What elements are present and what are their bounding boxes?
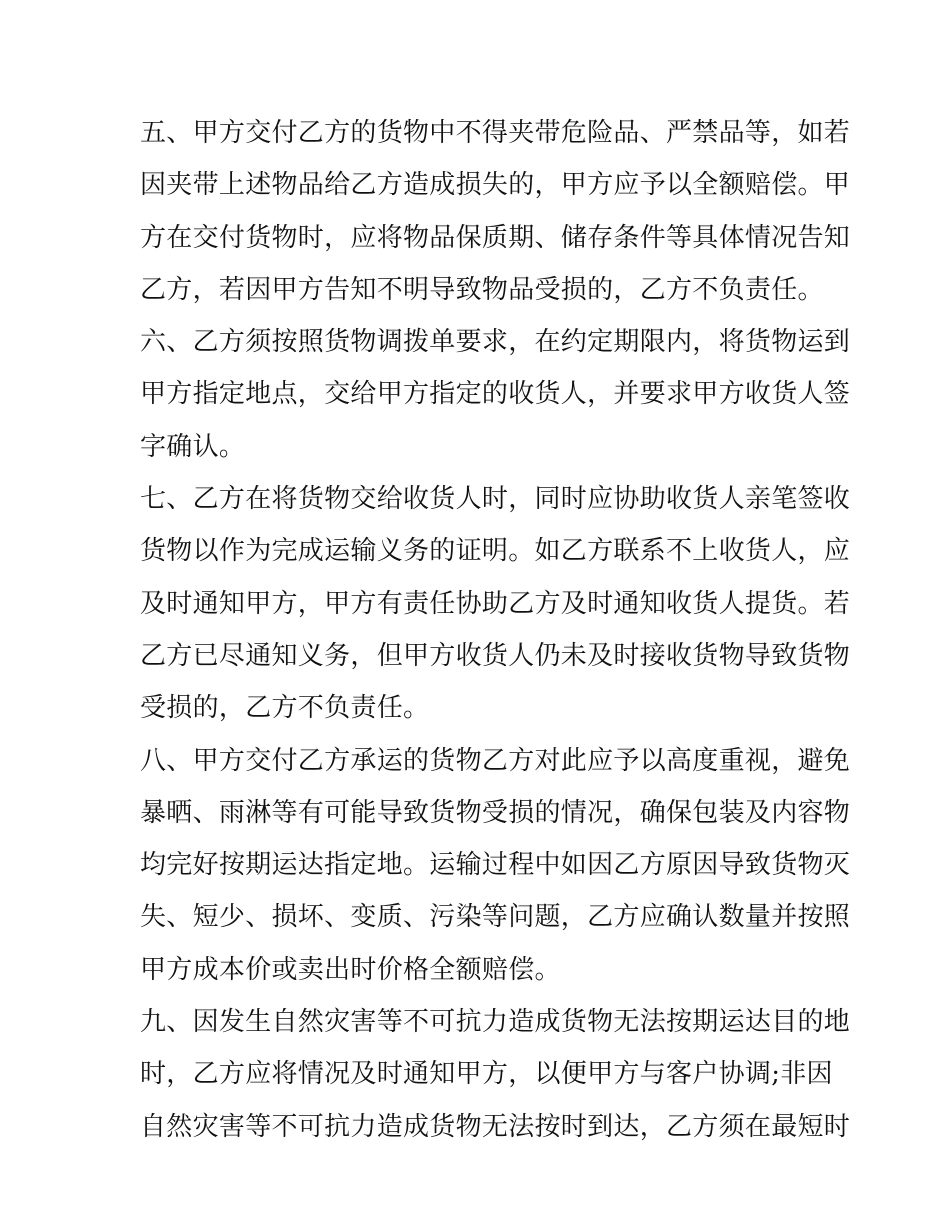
text-line: 因夹带上述物品给乙方造成损失的，甲方应予以全额赔偿。甲 (140, 170, 851, 201)
text-line: 乙方，若因甲方告知不明导致物品受损的，乙方不负责任。 (140, 274, 824, 305)
text-line: 六、乙方须按照货物调拨单要求，在约定期限内，将货物运到 (140, 327, 851, 358)
text-line: 受损的，乙方不负责任。 (140, 693, 430, 724)
text-line: 乙方已尽通知义务，但甲方收货人仍未及时接收货物导致货物 (140, 640, 851, 671)
text-line: 甲方指定地点，交给甲方指定的收货人，并要求甲方收货人签 (140, 379, 851, 410)
text-line: 时，乙方应将情况及时通知甲方，以便甲方与客户协调;非因 (140, 1059, 833, 1090)
text-line: 自然灾害等不可抗力造成货物无法按时到达，乙方须在最短时 (140, 1111, 851, 1142)
text-line: 字确认。 (140, 431, 246, 462)
text-line: 失、短少、损坏、变质、污染等问题，乙方应确认数量并按照 (140, 902, 851, 933)
text-line: 七、乙方在将货物交给收货人时，同时应协助收货人亲笔签收 (140, 484, 851, 515)
text-line: 及时通知甲方，甲方有责任协助乙方及时通知收货人提货。若 (140, 588, 851, 619)
text-line: 九、因发生自然灾害等不可抗力造成货物无法按期运达目的地 (140, 1007, 851, 1038)
text-line: 甲方成本价或卖出时价格全额赔偿。 (140, 954, 561, 985)
text-line: 五、甲方交付乙方的货物中不得夹带危险品、严禁品等，如若 (140, 118, 851, 148)
contract-body (140, 107, 851, 1153)
text-line: 均完好按期运达指定地。运输过程中如因乙方原因导致货物灭 (140, 850, 851, 881)
text-line: 方在交付货物时，应将物品保质期、储存条件等具体情况告知 (140, 222, 851, 253)
text-line: 暴晒、雨淋等有可能导致货物受损的情况，确保包装及内容物 (140, 797, 851, 828)
text-line: 八、甲方交付乙方承运的货物乙方对此应予以高度重视，避免 (140, 745, 851, 776)
text-line: 货物以作为完成运输义务的证明。如乙方联系不上收货人，应 (140, 536, 851, 567)
